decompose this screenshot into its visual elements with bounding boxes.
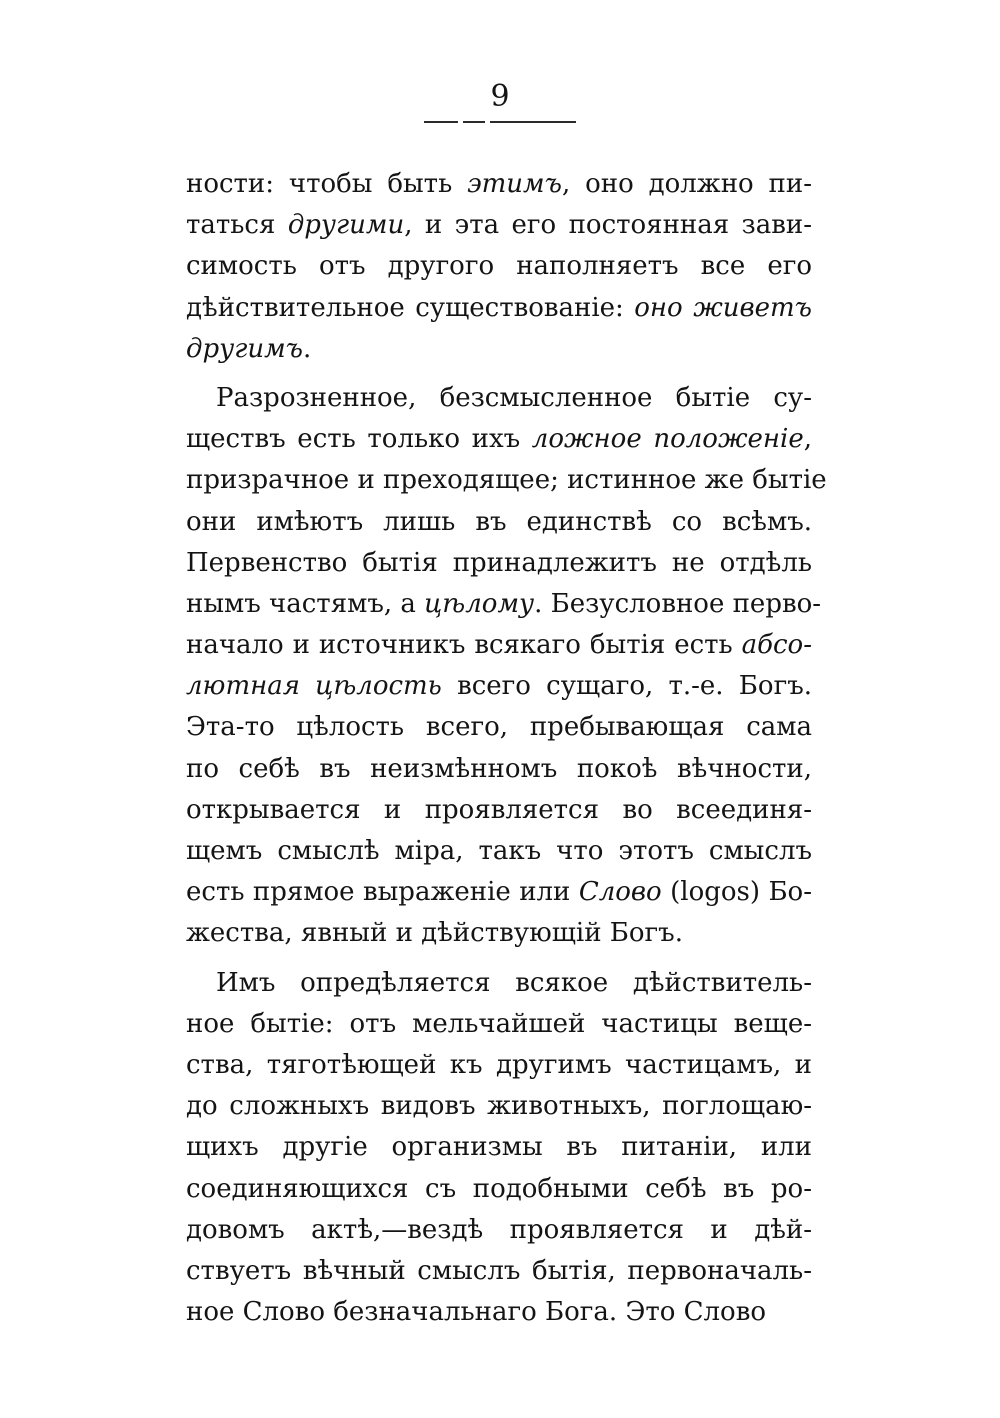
text-run: нымъ частямъ, а bbox=[186, 588, 425, 619]
text-line bbox=[186, 205, 812, 246]
text-run: . bbox=[302, 333, 312, 364]
text-line bbox=[186, 329, 812, 370]
text-line bbox=[186, 1169, 812, 1210]
italic-run: другимъ bbox=[186, 333, 303, 364]
text-line bbox=[186, 164, 812, 205]
text-line bbox=[186, 502, 812, 543]
text-line bbox=[186, 378, 812, 419]
text-line bbox=[186, 963, 812, 1004]
text-run: жества, явный и дѣйствующій Богъ. bbox=[186, 918, 683, 949]
text-line bbox=[186, 1292, 812, 1333]
text-run: Первенство бытія принадлежитъ не отдѣль bbox=[186, 547, 812, 578]
text-run: (logos) Бо- bbox=[661, 877, 812, 908]
italic-run: абсо- bbox=[741, 630, 812, 661]
text-run: ствуетъ вѣчный смыслъ бытія, первоначаль- bbox=[186, 1255, 812, 1286]
body-text bbox=[186, 164, 827, 1333]
italic-run: ложное положеніе bbox=[531, 424, 804, 455]
text-run: симость отъ другого наполняетъ все его bbox=[186, 251, 812, 282]
italic-run: лютная цѣлость bbox=[186, 671, 442, 702]
text-run: начало и источникъ всякаго бытія есть bbox=[186, 630, 742, 661]
paragraph-gap bbox=[186, 370, 812, 378]
header-rule bbox=[490, 121, 576, 123]
text-line bbox=[186, 625, 812, 666]
paragraph bbox=[186, 378, 827, 955]
text-run: таться bbox=[186, 210, 288, 241]
text-line bbox=[186, 790, 812, 831]
text-line bbox=[186, 872, 812, 913]
text-run: . Безусловное перво- bbox=[534, 588, 822, 619]
text-run: ществъ есть только ихъ bbox=[186, 424, 532, 455]
text-run: дѣйствительное существованіе: bbox=[186, 292, 635, 323]
text-run: , bbox=[803, 424, 812, 455]
text-line bbox=[186, 419, 812, 460]
header-rule bbox=[463, 121, 485, 123]
text-run: щемъ смыслѣ міра, такъ что этотъ смыслъ bbox=[186, 836, 812, 866]
text-run: , и эта его постоянная зави- bbox=[404, 210, 812, 241]
text-run: Эта-то цѣлость всего, пребывающая сама bbox=[186, 712, 812, 743]
page-number: 9 bbox=[490, 79, 510, 114]
text-line bbox=[186, 1210, 812, 1251]
text-line bbox=[186, 749, 812, 790]
paragraph-gap bbox=[186, 955, 812, 963]
italic-run: этимъ bbox=[467, 169, 562, 199]
header-rule bbox=[424, 121, 458, 123]
text-run: ности: чтобы быть bbox=[186, 169, 468, 199]
italic-run: цѣлому bbox=[424, 588, 535, 619]
text-line bbox=[186, 584, 822, 625]
text-line bbox=[186, 1251, 812, 1292]
text-run: Разрозненное, безсмысленное бытіе су- bbox=[216, 382, 812, 413]
text-run: есть прямое выраженіе или bbox=[186, 877, 579, 908]
text-run: открывается и проявляется во всеединя- bbox=[186, 794, 812, 825]
text-run: до сложныхъ видовъ животныхъ, поглощаю- bbox=[186, 1091, 812, 1122]
paragraph bbox=[186, 963, 812, 1334]
text-run: щихъ другіе организмы въ питаніи, или bbox=[186, 1132, 812, 1163]
text-line bbox=[186, 1086, 812, 1127]
text-line bbox=[186, 1004, 812, 1045]
text-run: всего сущаго, т.-е. Богъ. bbox=[441, 671, 812, 702]
paragraph bbox=[186, 164, 812, 370]
text-run: ное бытіе: отъ мельчайшей частицы веще- bbox=[186, 1008, 812, 1039]
text-line bbox=[186, 460, 827, 501]
text-run: ное Слово безначальнаго Бога. Это Слово bbox=[186, 1297, 766, 1328]
text-run: ства, тяготѣющей къ другимъ частицамъ, и bbox=[186, 1049, 812, 1080]
italic-run: Слово bbox=[578, 877, 662, 908]
text-line bbox=[186, 913, 812, 954]
text-line bbox=[186, 1045, 812, 1086]
text-line bbox=[186, 288, 812, 329]
text-line bbox=[186, 707, 812, 748]
italic-run: другими bbox=[287, 210, 405, 241]
text-line bbox=[186, 1127, 812, 1168]
text-line bbox=[186, 831, 812, 872]
italic-run: оно живетъ bbox=[634, 292, 812, 323]
text-run: , оно должно пи- bbox=[561, 169, 812, 199]
text-run: они имѣютъ лишь въ единствѣ со всѣмъ. bbox=[186, 506, 812, 537]
text-run: призрачное и преходящее; истинное же бытіе bbox=[186, 465, 827, 496]
text-run: довомъ актѣ,—вездѣ проявляется и дѣй- bbox=[186, 1214, 812, 1245]
text-run: соединяющихся съ подобными себѣ въ ро- bbox=[186, 1173, 812, 1204]
text-line bbox=[186, 543, 812, 584]
text-line bbox=[186, 246, 812, 287]
text-run: Имъ опредѣляется всякое дѣйствитель- bbox=[216, 967, 812, 998]
text-run: по себѣ въ неизмѣнномъ покоѣ вѣчности, bbox=[186, 753, 812, 784]
text-line bbox=[186, 666, 812, 707]
